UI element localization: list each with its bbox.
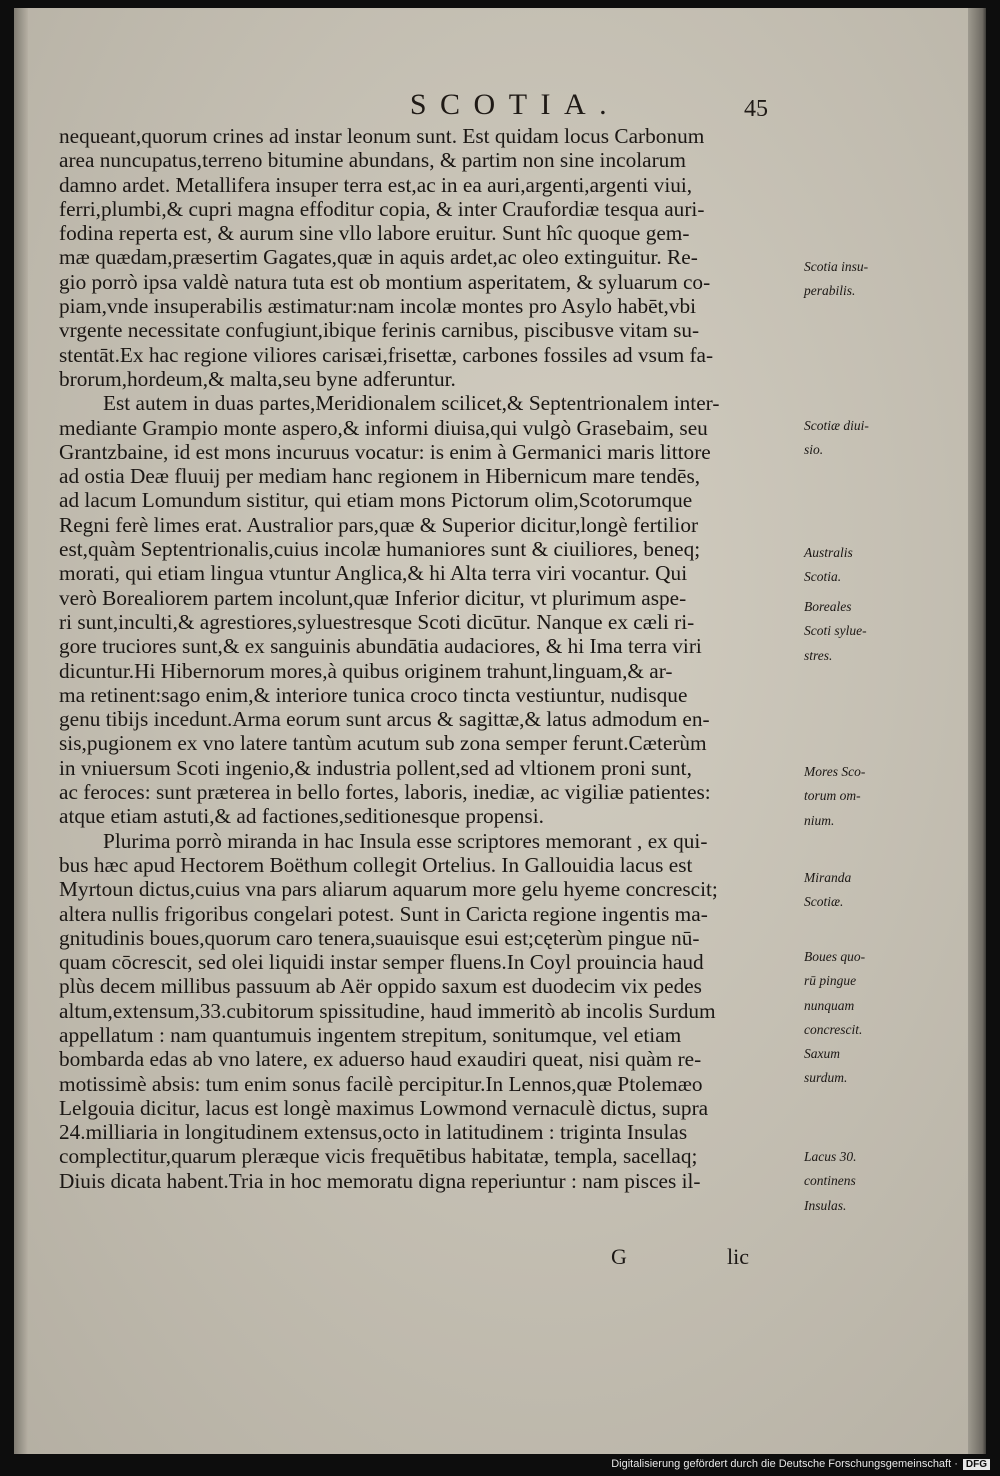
text-line: ma retinent:sago enim,& interiore tunica croco tincta vestiuntur, nudisque xyxy=(59,682,688,707)
text-line: 24.milliaria in longitudinem extensus,octo in latitudinem : triginta Insulas xyxy=(59,1120,688,1145)
text-line: altum,extensum,33.cubitorum spissitudine, haud immeritò ab incolis Surdum xyxy=(59,998,716,1023)
main-text-block xyxy=(59,124,791,1193)
text-line: piam,vnde insuperabilis æstimatur:nam incolæ montes pro Asylo habēt,vbi xyxy=(59,294,697,319)
margin-note-line: stres. xyxy=(804,647,833,663)
margin-note-line: continens xyxy=(804,1173,856,1189)
text-line: verò Borealiorem partem incolunt,quæ Inferior dicitur, vt plurimum aspe- xyxy=(59,585,687,610)
margin-note-line: Lacus 30. xyxy=(804,1149,857,1164)
text-line: gio porrò ipsa valdè natura tuta est ob montium asperitatem, & syluarum co- xyxy=(59,269,711,294)
text-line: quam cōcrescit, sed olei liquidi instar semper fluens.In Coyl prouincia haud xyxy=(59,950,704,975)
text-line: ac feroces: sunt præterea in bello fortes, laboris, inediæ, ac vigiliæ patientes: xyxy=(59,780,711,805)
margin-note xyxy=(804,595,896,668)
margin-note xyxy=(804,255,896,304)
text-line: ad ostia Deæ fluuij per mediam hanc regionem in Hibernicum mare tendēs, xyxy=(59,464,701,489)
page-foot xyxy=(611,1244,791,1270)
text-line: brorum,hordeum,& malta,seu byne adferuntur. xyxy=(59,366,456,391)
margin-note-line: Boues quo- xyxy=(804,949,866,964)
text-line: ferri,plumbi,& cupri magna effoditur copia, & inter Craufordiæ tesqua auri- xyxy=(59,196,705,221)
margin-note xyxy=(804,866,896,915)
text-line: ad lacum Lomundum sistitur, qui etiam mons Pictorum olim,Scotorumque xyxy=(59,488,693,513)
text-line: atque etiam astuti,& ad factiones,seditionesque propensi. xyxy=(59,804,544,829)
text-line: motissimè absis: tum enim sonus facilè percipitur.In Lennos,quæ Ptolemæo xyxy=(59,1071,703,1096)
margin-note xyxy=(804,760,896,833)
catchword: lic xyxy=(727,1244,749,1269)
margin-note-line: Saxum xyxy=(804,1046,840,1061)
text-line: altera nullis frigoribus congelari potest. Sunt in Caricta regione ingentis ma- xyxy=(59,901,708,926)
text-line: area nuncupatus,terreno bitumine abundans, & partim non sine incolarum xyxy=(59,148,686,173)
text-line: Myrtoun dictus,cuius vna pars aliarum aquarum more gelu hyeme concrescit; xyxy=(59,877,718,902)
text-line: nequeant,quorum crines ad instar leonum sunt. Est quidam locus Carbonum xyxy=(59,124,705,148)
page-gutter-shadow xyxy=(14,8,28,1454)
text-line: gore truciores sunt,& ex sanguinis abundātia audaciores, & hi Ima terra viri xyxy=(59,634,702,659)
margin-note-line: torum om- xyxy=(804,788,861,804)
text-line: Plurima porrò miranda in hac Insula esse scriptores memorant , ex qui- xyxy=(103,828,708,853)
margin-note-line: Scotiæ. xyxy=(804,894,844,910)
text-line: mediante Grampio monte aspero,& informi diuisa,qui vulgò Grasebaim, seu xyxy=(59,415,708,440)
page-edge-shadow xyxy=(968,8,986,1454)
margin-note-line: Scoti sylue- xyxy=(804,623,867,639)
text-line: gnitudinis boues,quorum caro tenera,suauisque esui est;cęterùm pingue nū- xyxy=(59,925,700,950)
text-line: ri sunt,inculti,& agrestiores,syluestresque Scoti dicūtur. Nanque ex cæli ri- xyxy=(59,609,695,634)
text-line: sis,pugionem ex vno latere tantùm acutum sub zona semper ferunt.Cæterùm xyxy=(59,731,707,756)
text-line: Lelgouia dicitur, lacus est longè maximus Lowmond vernaculè dictus, supra xyxy=(59,1095,709,1120)
digitization-credit xyxy=(0,1458,1000,1470)
dfg-logo-icon: DFG xyxy=(963,1459,990,1470)
text-line: stentāt.Ex hac regione viliores carisæi,frisettæ, carbones fossiles ad vsum fa- xyxy=(59,342,714,367)
text-line: appellatum : nam quantumuis ingentem strepitum, sonitumque, vel etiam xyxy=(59,1022,682,1047)
text-line: morati, qui etiam lingua vtuntur Anglica,& hi Alta terra viri vocantur. Qui xyxy=(59,561,688,586)
text-line: complectitur,quarum pleræque vicis frequētibus habitatæ, templa, sacellaq; xyxy=(59,1144,698,1169)
text-line: bus hæc apud Hectorem Boëthum collegit Ortelius. In Gallouidia lacus est xyxy=(59,852,693,877)
margin-note-line: Scotiæ diui- xyxy=(804,418,869,433)
margin-note xyxy=(804,414,896,463)
margin-note-line: Australis xyxy=(804,545,853,560)
page-number: 45 xyxy=(744,96,768,122)
margin-note-line: Miranda xyxy=(804,870,852,885)
margin-note xyxy=(804,945,896,1042)
text-line: genu tibijs incedunt.Arma eorum sunt arcus & sagittæ,& latus admodum en- xyxy=(59,707,710,732)
margin-note xyxy=(804,541,896,590)
text-line: damno ardet. Metallifera insuper terra est,ac in ea auri,argenti,argenti viui, xyxy=(59,172,693,197)
text-line: vrgente necessitate confugiunt,ibique ferinis carnibus, piscibusve vitam su- xyxy=(59,318,700,343)
margin-note-line: Scotia. xyxy=(804,569,842,585)
text-line: Est autem in duas partes,Meridionalem scilicet,& Septentrionalem inter- xyxy=(103,391,720,416)
margin-note-line: perabilis. xyxy=(804,283,856,299)
credit-text: Digitalisierung gefördert durch die Deutsche Forschungsgemeinschaft · xyxy=(611,1458,958,1470)
margin-note-line: Boreales xyxy=(804,599,852,614)
text-line: dicuntur.Hi Hibernorum mores,à quibus originem trahunt,linguam,& ar- xyxy=(59,658,673,683)
text-line: in vniuersum Scoti ingenio,& industria pollent,sed ad vltionem proni sunt, xyxy=(59,755,692,780)
margin-note-line: Mores Sco- xyxy=(804,764,866,779)
margin-note-line: rū pingue xyxy=(804,973,857,989)
margin-note-line: Insulas. xyxy=(804,1197,847,1213)
margin-note-line: nium. xyxy=(804,812,835,828)
signature-mark: G xyxy=(611,1244,627,1269)
margin-note-line: concrescit. xyxy=(804,1021,863,1037)
text-line: mæ quædam,præsertim Gagates,quæ in aquis ardet,ac oleo extinguitur. Re- xyxy=(59,245,698,270)
text-line: Regni ferè limes erat. Australior pars,quæ & Superior dicitur,longè fertilior xyxy=(59,512,699,537)
text-line: Diuis dicata habent.Tria in hoc memoratu digna reperiuntur : nam pisces il- xyxy=(59,1168,701,1193)
text-line: est,quàm Septentrionalis,cuius incolæ humaniores sunt & ciuiliores, beneq; xyxy=(59,537,701,562)
margin-note-line: nunquam xyxy=(804,997,855,1013)
margin-note xyxy=(804,1145,896,1218)
text-line: Grantzbaine, id est mons incuruus vocatur: is enim à Germanici maris littore xyxy=(59,439,711,464)
text-line: bombarda edas ab vno latere, ex aduerso haud exaudiri queat, nisi quàm re- xyxy=(59,1047,702,1072)
text-line: fodina reperta est, & aurum sine vllo labore eruitur. Sunt hîc quoque gem- xyxy=(59,221,690,246)
running-head: SCOTIA. xyxy=(409,88,621,121)
scanned-page xyxy=(14,8,986,1454)
margin-note-line: Scotia insu- xyxy=(804,259,869,274)
margin-note-line: surdum. xyxy=(804,1070,848,1086)
margin-note-line: sio. xyxy=(804,442,824,458)
text-line: plùs decem millibus passuum ab Aër oppido saxum est duodecim vix pedes xyxy=(59,974,702,999)
margin-note xyxy=(804,1042,896,1091)
